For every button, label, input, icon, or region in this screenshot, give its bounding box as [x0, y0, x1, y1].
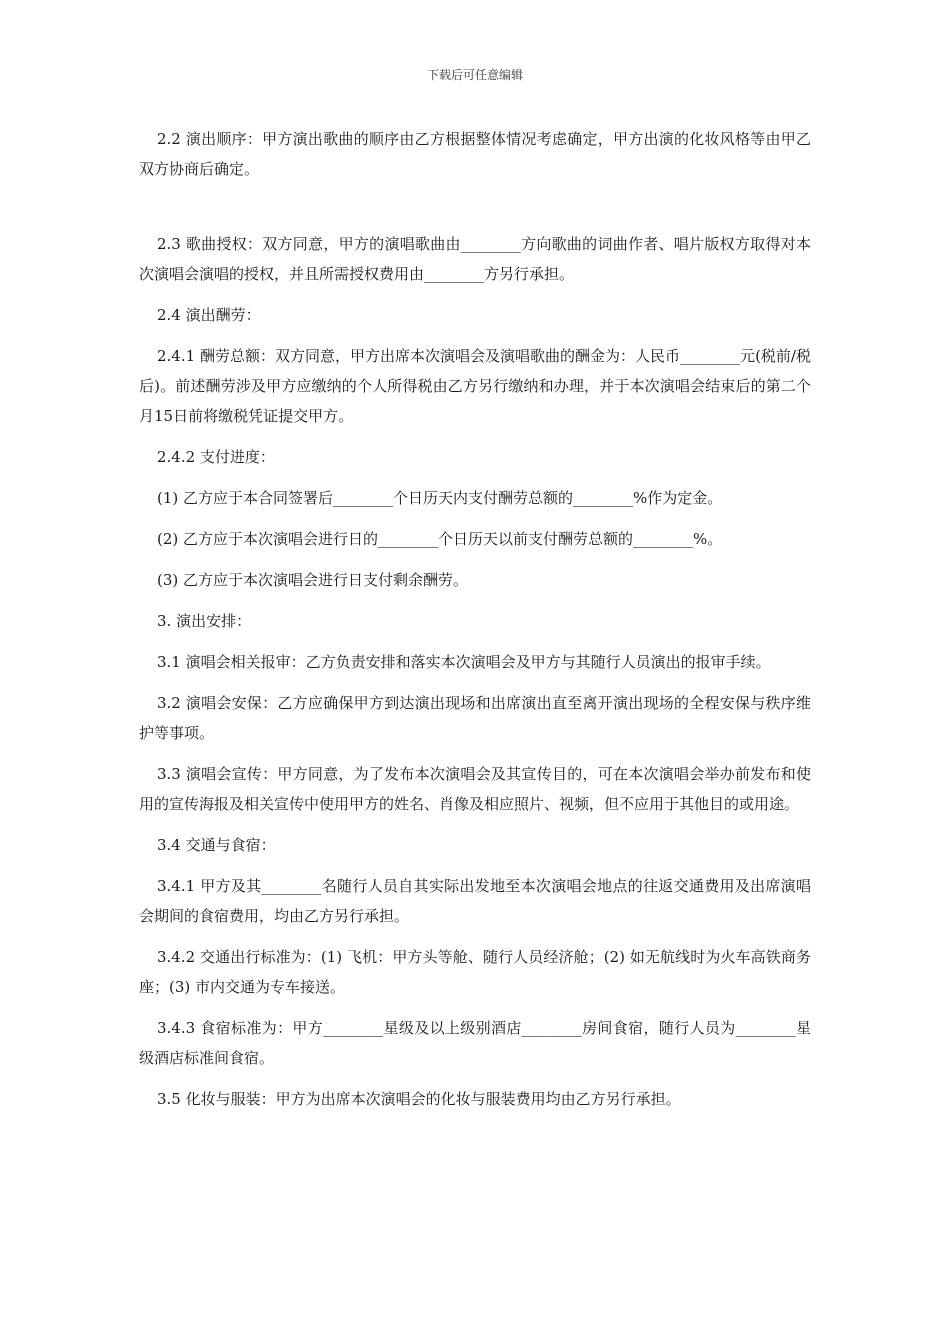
document-body [139, 124, 811, 1125]
clause-2-2: 2.2 演出顺序：甲方演出歌曲的顺序由乙方根据整体情况考虑确定，甲方出演的化妆风格等由甲乙双方协商后确定。 [139, 130, 811, 178]
clause-3-3: 3.3 演唱会宣传：甲方同意，为了发布本次演唱会及其宣传目的，可在本次演唱会举办前发布和使用的宣传海报及相关宣传中使用甲方的姓名、肖像及相应照片、视频，但不应用于其他目的或用途。 [139, 765, 811, 813]
clause-3-4-1: 3.4.1 甲方及其________名随行人员自其实际出发地至本次演唱会地点的往返交通费用及出席演唱会期间的食宿费用，均由乙方另行承担。 [139, 877, 811, 925]
clause-3-2: 3.2 演唱会安保：乙方应确保甲方到达演出现场和出席演出直至离开演出现场的全程安保与秩序维护等事项。 [139, 694, 811, 742]
clause-3-5: 3.5 化妆与服装：甲方为出席本次演唱会的化妆与服装费用均由乙方另行承担。 [157, 1090, 681, 1108]
clause-3-4-2: 3.4.2 交通出行标准为：(1) 飞机：甲方头等舱、随行人员经济舱；(2) 如无航线时为火车高铁商务座；(3) 市内交通为专车接送。 [139, 948, 811, 996]
clause-3-4-3: 3.4.3 食宿标准为：甲方________星级及以上级别酒店________房间食宿，随行人员为________星级酒店标准间食宿。 [139, 1019, 811, 1067]
clause-2-4-2-item-1: (1) 乙方应于本合同签署后________个日历天内支付酬劳总额的________%作为定金。 [157, 489, 723, 507]
clause-3: 3. 演出安排： [157, 612, 252, 630]
clause-2-4-1: 2.4.1 酬劳总额：双方同意，甲方出席本次演唱会及演唱歌曲的酬金为：人民币________元(税前/税后)。前述酬劳涉及甲方应缴纳的个人所得税由乙方另行缴纳和办理，并于本次演唱会结束后的第二个月15日前将缴税凭证提交甲方。 [139, 347, 811, 425]
clause-2-3: 2.3 歌曲授权：双方同意，甲方的演唱歌曲由________方向歌曲的词曲作者、唱片版权方取得对本次演唱会演唱的授权，并且所需授权费用由________方另行承担。 [139, 235, 811, 283]
clause-2-4: 2.4 演出酬劳： [157, 306, 261, 324]
clause-2-4-2: 2.4.2 支付进度： [157, 448, 275, 466]
clause-2-4-2-item-3: (3) 乙方应于本次演唱会进行日支付剩余酬劳。 [157, 571, 469, 589]
clause-2-4-2-item-2: (2) 乙方应于本次演唱会进行日的________个日历天以前支付酬劳总额的________%。 [157, 530, 723, 548]
clause-3-1: 3.1 演唱会相关报审：乙方负责安排和落实本次演唱会及甲方与其随行人员演出的报审手续。 [157, 653, 771, 671]
page-header: 下载后可任意编辑 [426, 68, 523, 82]
clause-3-4: 3.4 交通与食宿： [157, 836, 276, 854]
